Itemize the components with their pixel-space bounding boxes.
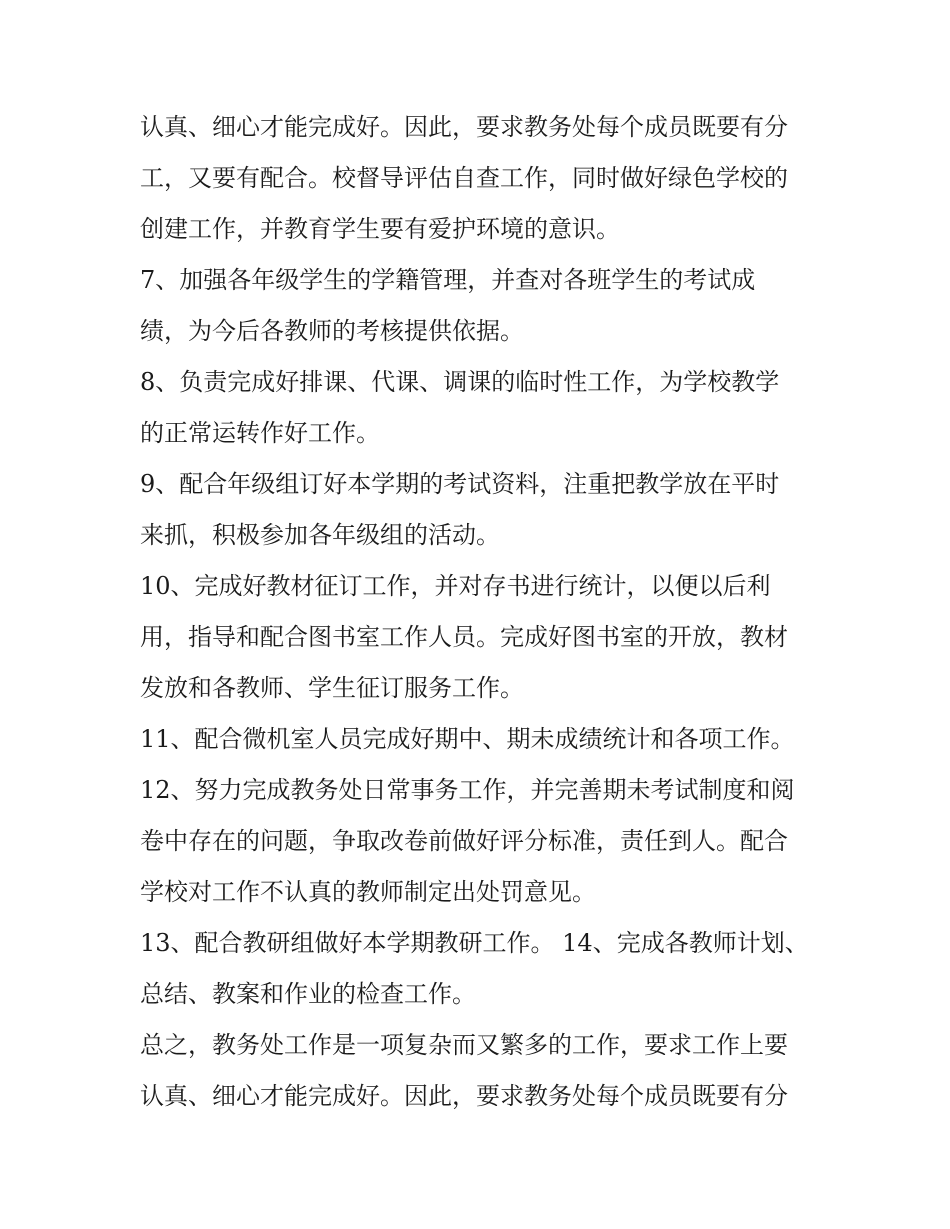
text-line: 9、配合年级组订好本学期的考试资料，注重把教学放在平时 xyxy=(140,470,780,498)
text-line: 总结、教案和作业的检查工作。 xyxy=(140,980,476,1008)
text-line: 8、负责完成好排课、代课、调课的临时性工作，为学校教学 xyxy=(140,368,780,396)
text-line: 认真、细心才能完成好。因此，要求教务处每个成员既要有分 xyxy=(140,113,788,141)
text-line: 卷中存在的问题，争取改卷前做好评分标准，责任到人。配合 xyxy=(140,827,788,855)
text-line: 10、完成好教材征订工作，并对存书进行统计，以便以后利 xyxy=(140,572,771,600)
text-line: 12、努力完成教务处日常事务工作，并完善期未考试制度和阅 xyxy=(140,776,795,804)
text-line: 发放和各教师、学生征订服务工作。 xyxy=(140,674,524,702)
text-line: 11、配合微机室人员完成好期中、期未成绩统计和各项工作。 xyxy=(140,725,795,753)
text-line: 的正常运转作好工作。 xyxy=(140,419,380,447)
text-line: 认真、细心才能完成好。因此，要求教务处每个成员既要有分 xyxy=(140,1082,788,1110)
document-body xyxy=(140,102,830,1122)
text-line: 7、加强各年级学生的学籍管理，并查对各班学生的考试成 xyxy=(140,266,756,294)
text-line: 创建工作，并教育学生要有爱护环境的意识。 xyxy=(140,215,620,243)
text-line: 用，指导和配合图书室工作人员。完成好图书室的开放，教材 xyxy=(140,623,788,651)
text-line: 工，又要有配合。校督导评估自查工作，同时做好绿色学校的 xyxy=(140,164,788,192)
text-line: 学校对工作不认真的教师制定出处罚意见。 xyxy=(140,878,596,906)
text-line: 来抓，积极参加各年级组的活动。 xyxy=(140,521,500,549)
text-line: 总之，教务处工作是一项复杂而又繁多的工作，要求工作上要 xyxy=(140,1031,788,1059)
text-line: 13、配合教研组做好本学期教研工作。 14、完成各教师计划、 xyxy=(140,929,809,957)
text-line: 绩，为今后各教师的考核提供依据。 xyxy=(140,317,524,345)
